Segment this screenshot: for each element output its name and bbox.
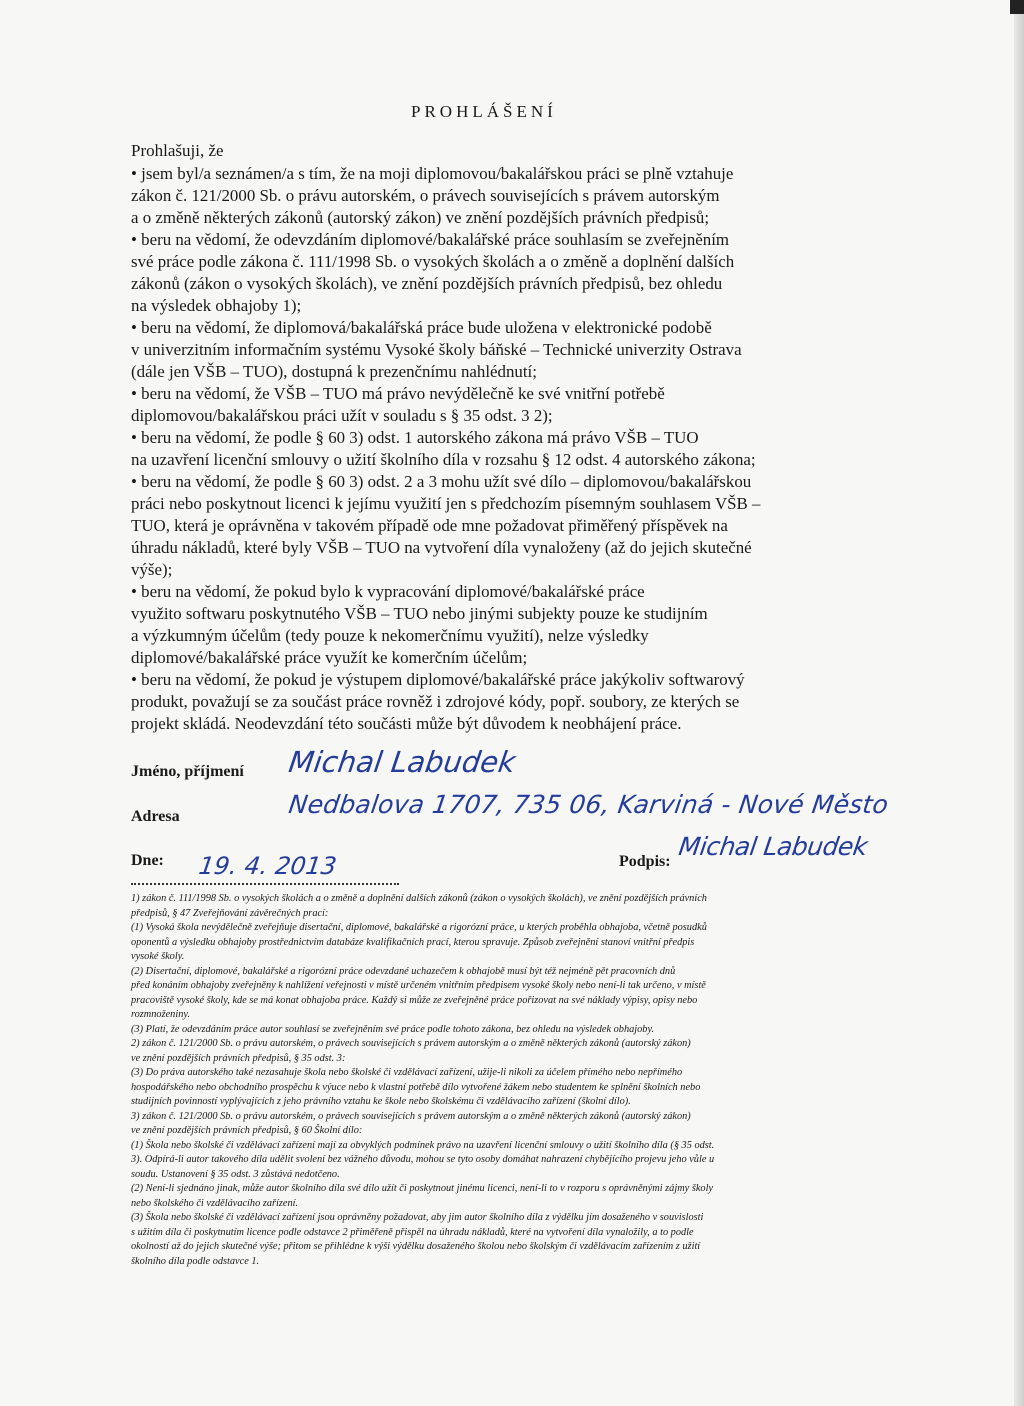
name-handwritten: Michal Labudek bbox=[286, 745, 518, 779]
page-title: PROHLÁŠENÍ bbox=[411, 102, 557, 121]
footnote-line: soudu. Ustanovení § 35 odst. 3 zůstává nedotčeno. bbox=[131, 1168, 340, 1180]
footnote-separator bbox=[131, 883, 399, 885]
footnote-line: školního díla podle odstavce 1. bbox=[131, 1255, 260, 1267]
footnote-line: (1) Škola nebo školské či vzdělávací zařízení mají za obvyklých podmínek právo na uzavření licenční smlouvy o užití školního díla (§ 35 odst. bbox=[131, 1139, 715, 1151]
body-line: TUO, která je oprávněna v takovém případě ode mne požadovat přiměřený příspěvek na bbox=[131, 516, 728, 535]
body-line: • beru na vědomí, že pokud je výstupem diplomové/bakalářské práce jakýkoliv softwarový bbox=[131, 670, 745, 689]
body-line: diplomové/bakalářské práce využít ke komerčním účelům; bbox=[131, 648, 528, 667]
footnotes bbox=[131, 892, 861, 1269]
footnote-line: 3). Odpírá-li autor takového díla udělit svolení bez vážného důvodu, mohou se tyto osoby domáhat nahrazení chybějícího projevu jeho vůle u bbox=[131, 1154, 715, 1165]
address-handwritten: Nedbalova 1707, 735 06, Karviná - Nové Město bbox=[286, 790, 891, 819]
footnote-line: hospodářského nebo obchodního prospěchu k výuce nebo k vlastní potřebě dílo vytvořené žákem nebo studentem ke splnění školních nebo bbox=[131, 1081, 701, 1093]
scan-edge bbox=[1014, 0, 1024, 1406]
footnote-line: předpisů, § 47 Zveřejňování závěrečných prací: bbox=[131, 907, 329, 919]
body-line: produkt, považují se za součást práce rovněž i zdrojové kódy, popř. soubory, ze kterých se bbox=[131, 692, 740, 711]
body-line: zákonů (zákon o vysokých školách), ve znění pozdějších právních předpisů, bez ohledu bbox=[131, 274, 723, 293]
body-line: • beru na vědomí, že odevzdáním diplomové/bakalářské práce souhlasím se zveřejněním bbox=[131, 230, 730, 249]
footnote-line: (1) Vysoká škola nevýdělečně zveřejňuje disertační, diplomové, bakalářské a rigorózní práce, u kterých proběhla obhajoba, včetně posudků bbox=[131, 922, 707, 933]
footnote-line: před konáním obhajoby zveřejněny k nahlížení veřejnosti v místě určeném vnitřním předpisem vysoké školy nebo není-li tak určeno, v místě bbox=[131, 980, 706, 991]
signature-handwritten: Michal Labudek bbox=[676, 832, 870, 861]
footnote-line: 2) zákon č. 121/2000 Sb. o právu autorském, o právech souvisejících s právem autorským a o změně některých zákonů (autorský zákon) bbox=[131, 1038, 691, 1049]
footnote-line: okolností až do jejich skutečné výše; přitom se přihlédne k výši výdělku dosaženého školou nebo školským či vzdělávacím zařízením z užití bbox=[131, 1241, 701, 1252]
body-line: úhradu nákladů, které byly VŠB – TUO na vytvoření díla vynaloženy (až do jejich skutečné bbox=[131, 538, 752, 557]
body-line: • jsem byl/a seznámen/a s tím, že na moji diplomovou/bakalářskou práci se plně vztahuje bbox=[131, 164, 734, 183]
body-line: • beru na vědomí, že podle § 60 3) odst. 1 autorského zákona má právo VŠB – TUO bbox=[131, 428, 699, 447]
body-line: práci nebo poskytnout licenci k jejímu využití jen s předchozím písemným souhlasem VŠB – bbox=[131, 494, 761, 513]
footnote-line: (3) Platí, že odevzdáním práce autor souhlasí se zveřejněním své práce podle tohoto zákona, bez ohledu na výsledek obhajoby. bbox=[131, 1023, 655, 1035]
body-line: využito softwaru poskytnutého VŠB – TUO nebo jinými subjekty pouze ke studijním bbox=[131, 604, 708, 623]
date-label: Dne: bbox=[131, 852, 164, 869]
footnote-line: vysoké školy. bbox=[131, 951, 185, 962]
footnote-line: (2) Není-li sjednáno jinak, může autor školního díla své dílo užít či poskytnout jinému licenci, není-li to v rozporu s oprávněnými zájmy školy bbox=[131, 1183, 714, 1194]
footnote-line: rozmnoženiny. bbox=[131, 1009, 190, 1020]
footnote-line: pracoviště vysoké školy, kde se má konat obhajoba práce. Každý si může ze zveřejněné práce pořizovat na své náklady výpisy, opisy nebo bbox=[131, 994, 698, 1006]
body-line: na uzavření licenční smlouvy o užití školního díla v rozsahu § 12 odst. 4 autorského zákona; bbox=[131, 450, 756, 469]
footnote-line: studijních povinností vyplývajících z jeho právního vztahu ke škole nebo školskému či vzdělávacího zařízení (školní dílo). bbox=[131, 1096, 631, 1107]
body-line: na výsledek obhajoby 1); bbox=[131, 296, 302, 315]
body-line: výše); bbox=[131, 560, 173, 579]
footnote-line: (2) Disertační, diplomové, bakalářské a rigorózní práce odevzdané uchazečem k obhajobě musí být též nejméně pět pracovních dnů bbox=[131, 965, 676, 977]
body-line: diplomovou/bakalářskou práci užít v souladu s § 35 odst. 3 2); bbox=[131, 406, 553, 425]
body-line: • beru na vědomí, že diplomová/bakalářská práce bude uložena v elektronické podobě bbox=[131, 318, 712, 337]
footnote-line: (3) Škola nebo školské či vzdělávací zařízení jsou oprávněny požadovat, aby jim autor školního díla z výdělku jím dosaženého v souvislosti bbox=[131, 1212, 704, 1223]
footnote-line: nebo školského či vzdělávacího zařízení. bbox=[131, 1197, 299, 1209]
body-line: • beru na vědomí, že pokud bylo k vypracování diplomové/bakalářské práce bbox=[131, 582, 645, 601]
footnote-line: s užitím díla či poskytnutím licence podle odstavce 2 přiměřeně přispěl na úhradu nákladů, které na vytvoření díla vynaložily, a to podle bbox=[131, 1226, 694, 1238]
footnote-line: ve znění pozdějších právních předpisů, § 60 Školní dílo: bbox=[131, 1125, 363, 1136]
body-line: (dále jen VŠB – TUO), dostupná k prezenčnímu nahlédnutí; bbox=[131, 362, 537, 381]
intro-text: Prohlašuji, že bbox=[131, 141, 224, 160]
scan-corner-mark bbox=[1010, 0, 1024, 14]
footnote-line: oponentů a výsledku obhajoby prostřednictvím databáze kvalifikačních prací, kterou spravuje. Způsob zveřejnění stanoví vnitřní předpis bbox=[131, 936, 695, 948]
address-label: Adresa bbox=[131, 808, 180, 825]
body-line: zákon č. 121/2000 Sb. o právu autorském, o právech souvisejících s právem autorským bbox=[131, 186, 720, 205]
body-line: v univerzitním informačním systému Vysoké školy báňské – Technické univerzity Ostrava bbox=[131, 340, 742, 359]
body-line: a výzkumným účelům (tedy pouze k nekomerčnímu využití), nelze výsledky bbox=[131, 626, 649, 645]
footnote-line: ve znění pozdějších právních předpisů, § 35 odst. 3: bbox=[131, 1052, 346, 1064]
body-line: • beru na vědomí, že podle § 60 3) odst. 2 a 3 mohu užít své dílo – diplomovou/bakalářskou bbox=[131, 472, 752, 491]
body-line: • beru na vědomí, že VŠB – TUO má právo nevýdělečně ke své vnitřní potřebě bbox=[131, 384, 665, 403]
declaration-body bbox=[131, 163, 861, 735]
signature-label: Podpis: bbox=[619, 853, 671, 870]
footnote-line: 3) zákon č. 121/2000 Sb. o právu autorském, o právech souvisejících s právem autorským a o změně některých zákonů (autorský zákon) bbox=[131, 1110, 691, 1122]
body-line: a o změně některých zákonů (autorský zákon) ve znění pozdějších právních předpisů; bbox=[131, 208, 710, 227]
body-line: projekt skládá. Neodevzdání této součásti může být důvodem k neobhájení práce. bbox=[131, 714, 682, 733]
footnote-line: (3) Do práva autorského také nezasahuje škola nebo školské či vzdělávací zařízení, užije-li nikoli za účelem přímého nebo nepřímého bbox=[131, 1067, 683, 1078]
footnote-line: 1) zákon č. 111/1998 Sb. o vysokých školách a o změně a doplnění dalších zákonů (zákon o vysokých školách), ve znění pozdějších právních bbox=[131, 893, 707, 904]
name-label: Jméno, příjmení bbox=[131, 763, 244, 780]
body-line: své práce podle zákona č. 111/1998 Sb. o vysokých školách a o změně a doplnění dalších bbox=[131, 252, 735, 271]
date-handwritten: 19. 4. 2013 bbox=[197, 852, 339, 880]
